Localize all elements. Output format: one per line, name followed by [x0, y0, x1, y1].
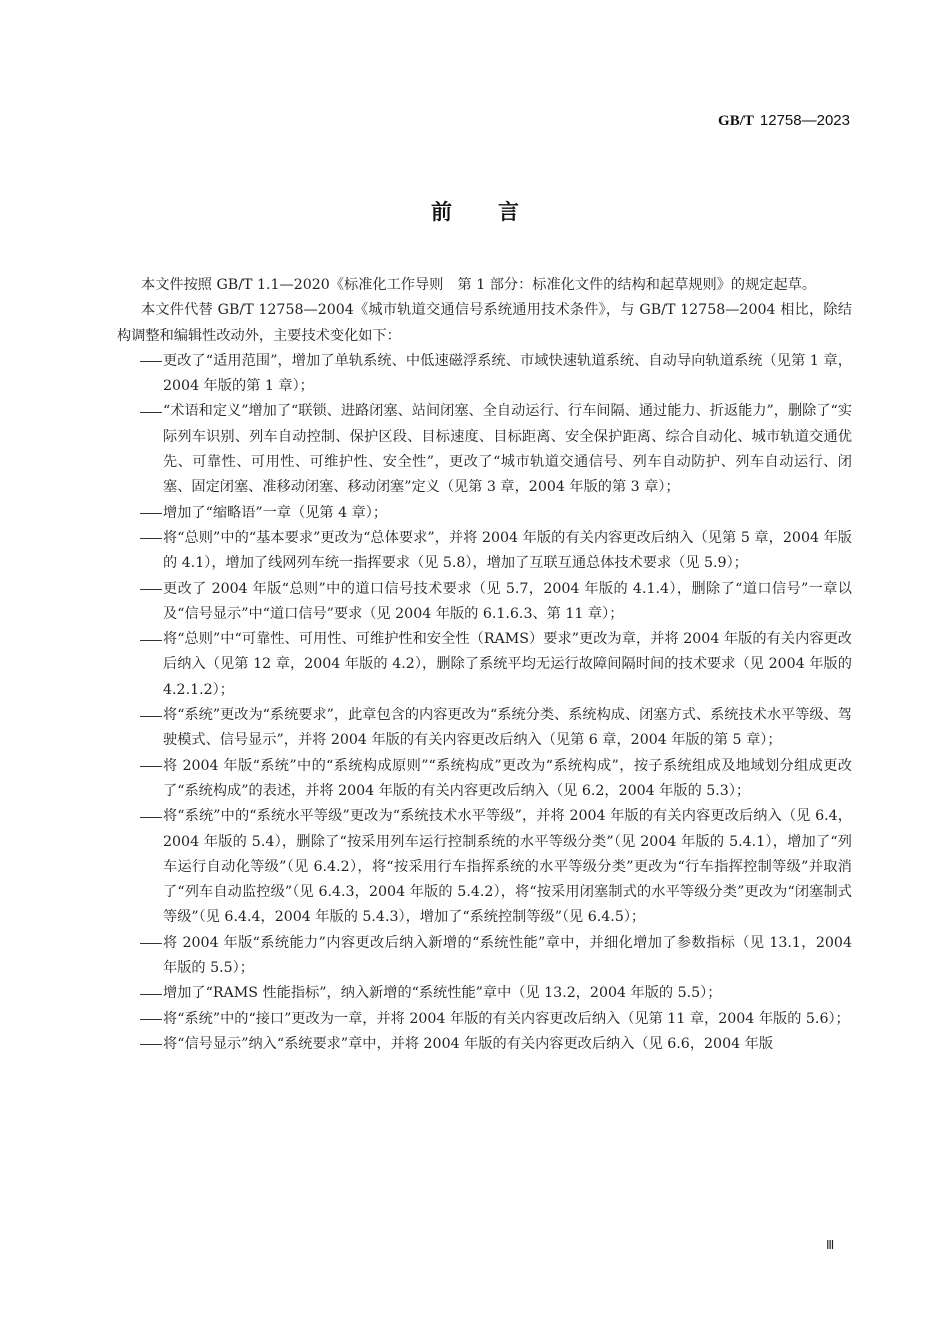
change-item: 将 2004 年版“系统”中的“系统构成原则”“系统构成”更改为“系统构成”，按子系统组成及地域划分组成更改了“系统构成”的表述，并将 2004 年版的有关内容更改后纳入（见 6.2，2004 年版的 5.3）；: [163, 757, 852, 799]
page-title: 前言: [431, 200, 565, 224]
change-item: 将“系统”中的“系统水平等级”更改为“系统技术水平等级”，并将 2004 年版的有关内容更改后纳入（见 6.4，2004 年版的 5.4），删除了“按采用列车运行控制系统的水平等级分类”（见 2004 年版的 5.4.1），增加了“列车运行自动化等级”（见 6.4.2），将“按采用行车指挥系统的水平等级分类”更改为“行车指挥控制等级”并取消了“列车自动监控级”（见 6.4.3，2004 年版的 5.4.2），将“按采用闭塞制式的水平等级分类”更改为“闭塞制式等级”（见 6.4.4，2004 年版的 5.4.3），增加了“系统控制等级”（见 6.4.5）；: [163, 808, 852, 926]
change-item: 将“系统”中的“接口”更改为一章，并将 2004 年版的有关内容更改后纳入（见第 11 章，2004 年版的 5.6）；: [163, 1010, 850, 1027]
change-item: 更改了 2004 年版“总则”中的道口信号技术要求（见 5.7，2004 年版的 4.1.4），删除了“道口信号”一章以及“信号显示”中“道口信号”要求（见 2004 年版的 6.1.6.3、第 11 章）；: [163, 580, 852, 622]
change-item: 将“总则”中的“基本要求”更改为“总体要求”，并将 2004 年版的有关内容更改后纳入（见第 5 章，2004 年版的 4.1），增加了线网列车统一指挥要求（见 5.8），增加了互联互通总体技术要求（见 5.9）；: [163, 529, 852, 572]
standard-number-header: [718, 112, 850, 130]
document-body: [117, 273, 852, 1057]
change-item: 将“系统”更改为“系统要求”，此章包含的内容更改为“系统分类、系统构成、闭塞方式、系统技术水平等级、驾驶模式、信号显示”，并将 2004 年版的有关内容更改后纳入（见第 6 章，2004 年版的第 5 章）；: [163, 707, 852, 749]
page-number: Ⅲ: [826, 1238, 835, 1252]
paragraph-replacement-notice: 本文件代替 GB/T 12758—2004《城市轨道交通信号系统通用技术条件》，与 GB/T 12758—2004 相比，除结构调整和编辑性改动外，主要技术变化如下：: [117, 302, 852, 344]
standard-number: 12758—2023: [759, 112, 850, 129]
change-item: 将 2004 年版“系统能力”内容更改后纳入新增的“系统性能”章中，并细化增加了参数指标（见 13.1，2004 年版的 5.5）；: [163, 934, 852, 977]
change-item: 将“总则”中“可靠性、可用性、可维护性和安全性（RAMS）要求”更改为章，并将 2004 年版的有关内容更改后纳入（见第 12 章，2004 年版的 4.2），删除了系统平均无运行故障间隔时间的技术要求（见 2004 年版的 4.2.1.2）；: [163, 631, 852, 698]
standard-code: GB/T: [718, 113, 754, 129]
change-item: 增加了“RAMS 性能指标”，纳入新增的“系统性能”章中（见 13.2，2004 年版的 5.5）；: [163, 985, 722, 1002]
change-item: 增加了“缩略语”一章（见第 4 章）；: [163, 504, 388, 521]
change-item: 将“信号显示”纳入“系统要求”章中，并将 2004 年版的有关内容更改后纳入（见 6.6，2004 年版: [163, 1035, 774, 1052]
change-item: “术语和定义”增加了“联锁、进路闭塞、站间闭塞、全自动运行、行车间隔、通过能力、折返能力”，删除了“实际列车识别、列车自动控制、保护区段、目标速度、目标距离、安全保护距离、综合自动化、城市轨道交通优先、可靠性、可用性、可维护性、安全性”，更改了“城市轨道交通信号、列车自动防护、列车自动运行、闭塞、固定闭塞、准移动闭塞、移动闭塞”定义（见第 3 章，2004 年版的第 3 章）；: [163, 403, 852, 496]
change-item: 更改了“适用范围”，增加了单轨系统、中低速磁浮系统、市域快速轨道系统、自动导向轨道系统（见第 1 章，2004 年版的第 1 章）；: [163, 352, 852, 395]
paragraph-drafting-rules: 本文件按照 GB/T 1.1—2020《标准化工作导则 第 1 部分：标准化文件的结构和起草规则》的规定起草。: [141, 277, 817, 293]
